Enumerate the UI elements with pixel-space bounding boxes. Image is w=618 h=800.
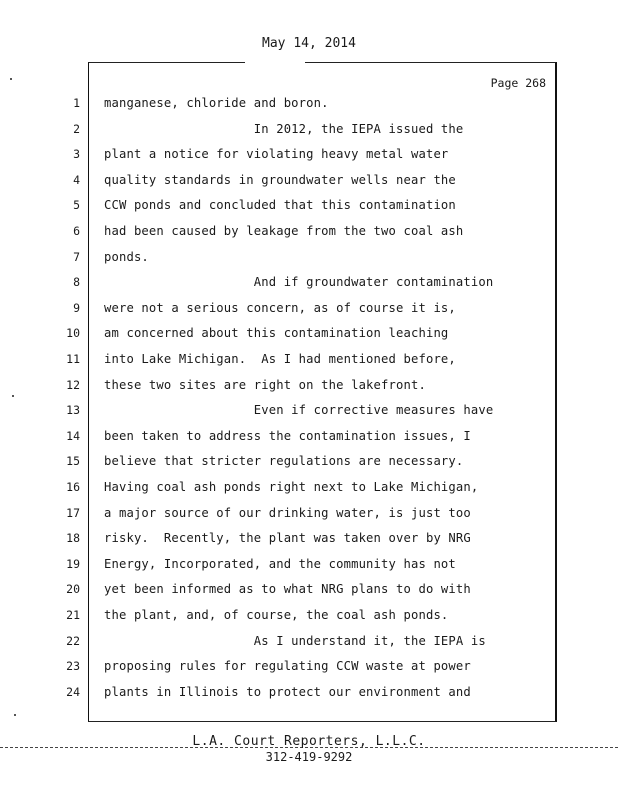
transcript-line: plants in Illinois to protect our environment and (104, 684, 471, 699)
transcript-line: And if groundwater contamination (104, 275, 494, 290)
line-number: 19 (66, 556, 80, 571)
line-number: 14 (66, 428, 80, 443)
transcript-line: Having coal ash ponds right next to Lake Michigan, (104, 480, 479, 494)
transcript-line: proposing rules for regulating CCW waste at power (104, 659, 471, 674)
transcript-line: been taken to address the contamination issues, I (104, 428, 471, 443)
transcript-line: manganese, chloride and boron. (104, 96, 329, 110)
transcript-line: believe that stricter regulations are necessary. (104, 454, 464, 469)
page-number: Page 268 (490, 76, 546, 90)
transcript-line: were not a serious concern, as of course it is, (104, 300, 456, 315)
transcript-line: risky. Recently, the plant was taken over by NRG (104, 531, 471, 546)
line-number: 17 (66, 505, 80, 520)
scan-speck (12, 395, 14, 397)
line-number: 11 (66, 352, 80, 366)
line-number: 16 (66, 480, 80, 494)
line-number: 22 (66, 633, 80, 648)
line-number: 21 (66, 608, 80, 622)
line-number: 6 (73, 224, 80, 238)
line-number: 3 (73, 147, 80, 162)
line-number: 18 (66, 531, 80, 546)
transcript-line: As I understand it, the IEPA is (104, 633, 486, 648)
line-number: 8 (73, 275, 80, 290)
line-number: 4 (73, 172, 80, 187)
transcript-line: these two sites are right on the lakefront. (104, 377, 426, 392)
court-reporter-phone: 312-419-9292 (265, 750, 353, 764)
line-number: 2 (73, 121, 80, 136)
transcript-line: Even if corrective measures have (104, 403, 494, 418)
transcript-line: ponds. (104, 249, 149, 264)
transcript-line: the plant, and, of course, the coal ash ponds. (104, 608, 449, 622)
frame-gap (245, 58, 305, 66)
transcript-date: May 14, 2014 (262, 36, 356, 51)
line-number: 5 (73, 198, 80, 213)
transcript-line: plant a notice for violating heavy metal water (104, 147, 449, 162)
transcript-line: In 2012, the IEPA issued the (104, 121, 464, 136)
transcript-line: a major source of our drinking water, is just too (104, 505, 471, 520)
transcript-line: yet been informed as to what NRG plans to do with (104, 582, 471, 597)
transcript-line: quality standards in groundwater wells near the (104, 172, 456, 187)
transcript-line: into Lake Michigan. As I had mentioned before, (104, 352, 456, 366)
line-number: 10 (66, 326, 80, 341)
line-number: 23 (66, 659, 80, 674)
transcript-line: CCW ponds and concluded that this contamination (104, 198, 456, 213)
line-number: 13 (66, 403, 80, 418)
line-number: 15 (66, 454, 80, 469)
line-number: 9 (73, 300, 80, 315)
transcript-line: had been caused by leakage from the two coal ash (104, 224, 464, 238)
line-number: 24 (66, 684, 80, 699)
line-number: 20 (66, 582, 80, 597)
line-number: 12 (66, 377, 80, 392)
line-number: 7 (73, 249, 80, 264)
transcript-line: Energy, Incorporated, and the community has not (104, 556, 456, 571)
scan-speck (10, 78, 12, 80)
transcript-line: am concerned about this contamination leaching (104, 326, 449, 341)
scan-speck (14, 714, 16, 716)
court-reporter-name: L.A. Court Reporters, L.L.C. (192, 734, 426, 749)
line-number: 1 (73, 96, 80, 110)
